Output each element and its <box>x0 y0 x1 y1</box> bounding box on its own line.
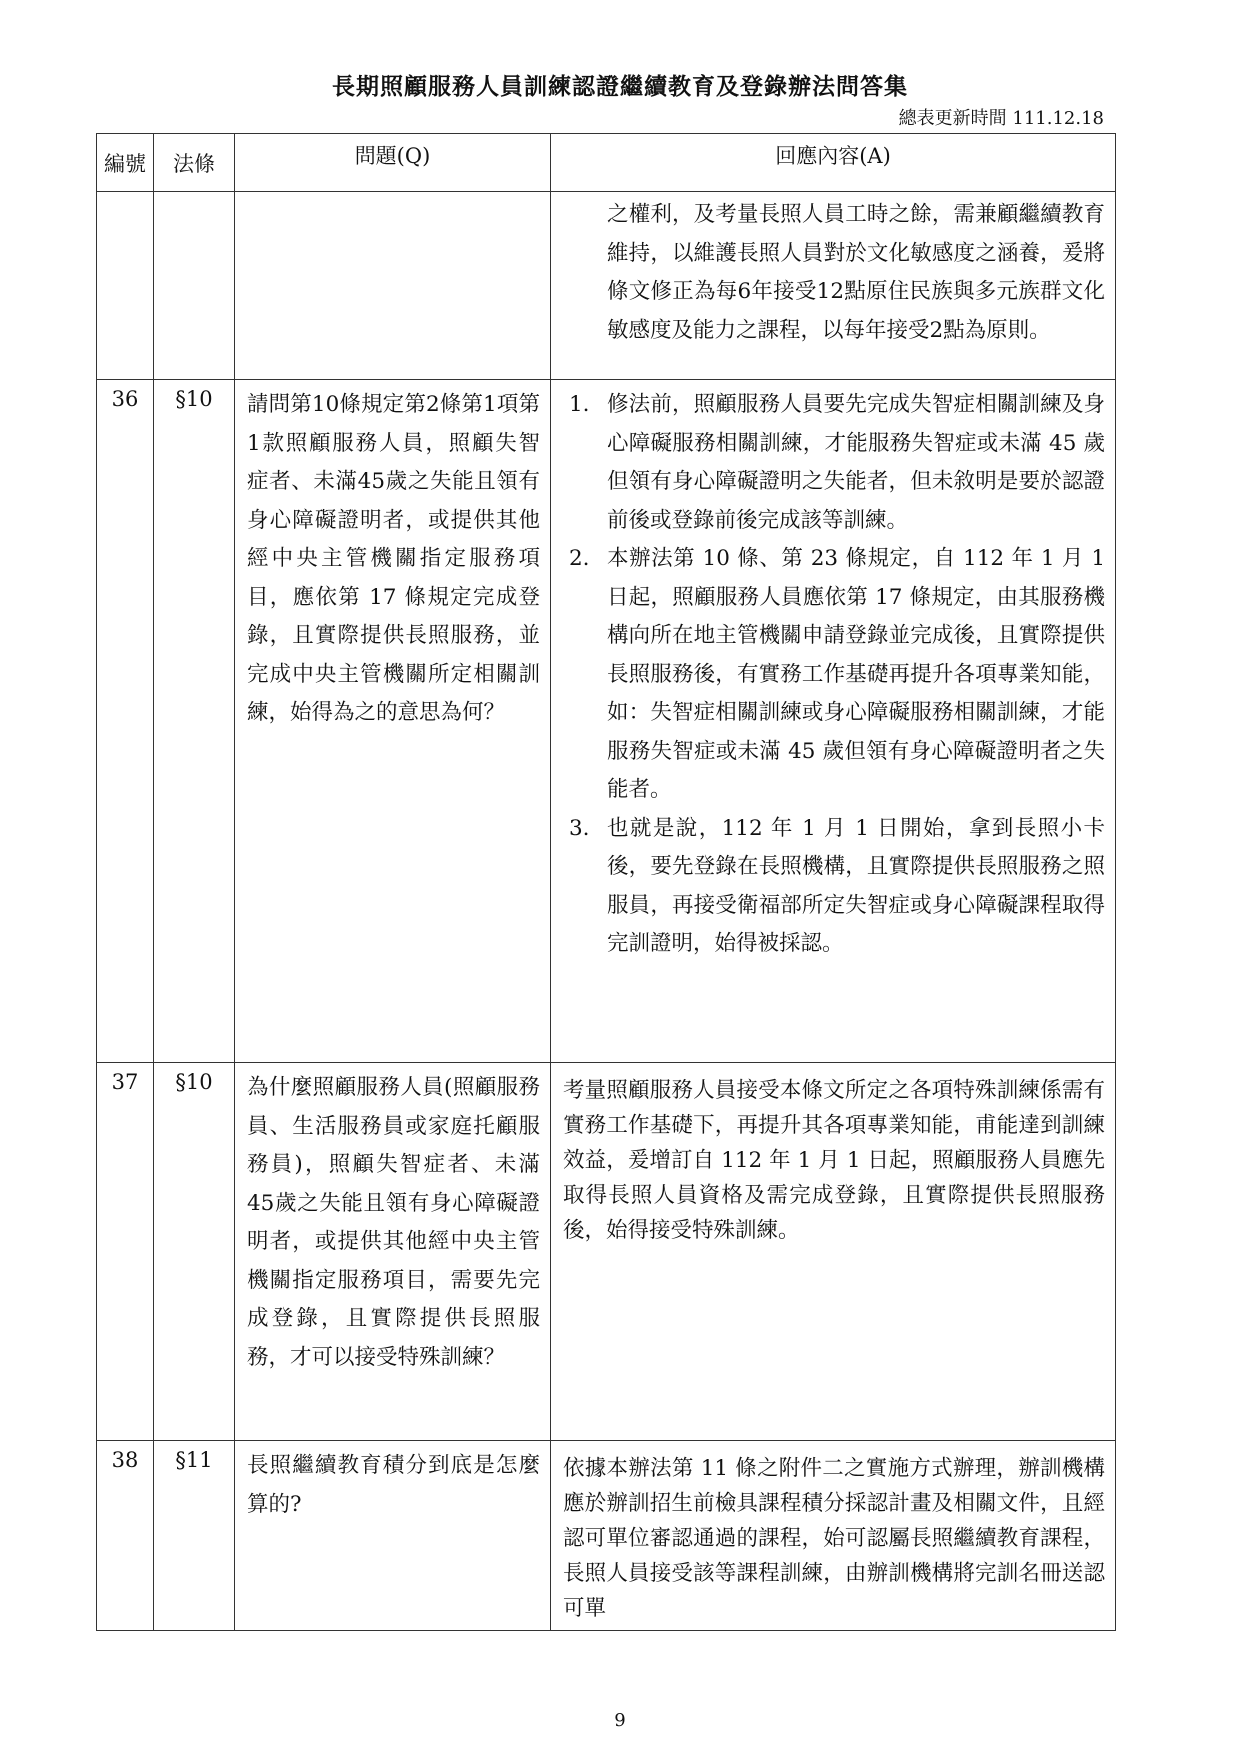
cell-question <box>235 1063 551 1441</box>
column-header-number: 編號 <box>97 134 154 192</box>
answer-text: 之權利，及考量長照人員工時之餘，需兼顧繼續教育維持，以維護長照人員對於文化敏感度之涵養，爰將條文修正為每6年接受12點原住民族與多元族群文化敏感度及能力之課程，以每年接受2點為原則。 <box>607 202 1105 343</box>
answer-item-text: 修法前，照顧服務人員要先完成失智症相關訓練及身心障礙服務相關訓練，才能服務失智症或未滿 45 歲但領有身心障礙證明之失能者，但未敘明是要於認證前後或登錄前後完成該等訓練。 <box>607 392 1105 533</box>
list-marker: 2. <box>569 546 590 571</box>
column-header-answer: 回應內容(A) <box>551 134 1116 192</box>
cell-article <box>154 192 235 380</box>
cell-answer <box>551 1441 1116 1631</box>
cell-number: 38 <box>97 1441 154 1631</box>
answer-list <box>563 386 1105 964</box>
cell-number: 37 <box>97 1063 154 1441</box>
cell-answer <box>551 1063 1116 1441</box>
cell-answer <box>551 380 1116 1063</box>
cell-number <box>97 192 154 380</box>
question-text: 長照繼續教育積分到底是怎麼算的? <box>247 1453 540 1517</box>
answer-item-text: 也就是說，112 年 1 月 1 日開始，拿到長照小卡後，要先登錄在長照機構，且實際提供長照服務之照服員，再接受衛福部所定失智症或身心障礙課程取得完訓證明，始得被採認。 <box>607 815 1105 956</box>
table-header-row <box>97 134 1116 192</box>
cell-question <box>235 192 551 380</box>
cell-question <box>235 380 551 1063</box>
answer-text: 依據本辦法第 11 條之附件二之實施方式辦理，辦訓機構應於辦訓招生前檢具課程積分採認計畫及相關文件，且經認可單位審認通過的課程，始可認屬長照繼續教育課程，長照人員接受該等課程訓練，由辦訓機構將完訓名冊送認可單 <box>563 1456 1105 1621</box>
table-row <box>97 1063 1116 1441</box>
faq-table <box>96 133 1116 1631</box>
update-timestamp: 總表更新時間 111.12.18 <box>898 108 1104 129</box>
list-item <box>569 540 1105 810</box>
cell-article: §10 <box>154 380 235 1063</box>
answer-item-text: 本辦法第 10 條、第 23 條規定，自 112 年 1 月 1 日起，照顧服務人員應依第 17 條規定，由其服務機構向所在地主管機關申請登錄並完成後，且實際提供長照服務後，有實務工作基礎再提升各項專業知能，如：失智症相關訓練或身心障礙服務相關訓練，才能服務失智症或未滿 45 歲但領有身心障礙證明者之失能者。 <box>607 546 1105 802</box>
list-item <box>569 810 1105 964</box>
cell-question <box>235 1441 551 1631</box>
cell-article: §10 <box>154 1063 235 1441</box>
table-row <box>97 1441 1116 1631</box>
question-text: 為什麼照顧服務人員(照顧服務員、生活服務員或家庭托顧服務員)，照顧失智症者、未滿45歲之失能且領有身心障礙證明者，或提供其他經中央主管機關指定服務項目，需要先完成登錄，且實際提供長照服務，才可以接受特殊訓練？ <box>247 1075 540 1370</box>
answer-text: 考量照顧服務人員接受本條文所定之各項特殊訓練係需有實務工作基礎下，再提升其各項專業知能，甫能達到訓練效益，爰增訂自 112 年 1 月 1 日起，照顧服務人員應先取得長照人員資格及需完成登錄，且實際提供長照服務後，始得接受特殊訓練。 <box>563 1078 1105 1243</box>
question-text: 請問第10條規定第2條第1項第1款照顧服務人員，照顧失智症者、未滿45歲之失能且領有身心障礙證明者，或提供其他經中央主管機關指定服務項目，應依第 17 條規定完成登錄，且實際提供長照服務，並完成中央主管機關所定相關訓練，始得為之的意思為何？ <box>247 392 540 725</box>
table-row-continuation <box>97 192 1116 380</box>
table-row <box>97 380 1116 1063</box>
cell-answer <box>551 192 1116 380</box>
column-header-question: 問題(Q) <box>235 134 551 192</box>
page-number: 9 <box>614 1710 626 1731</box>
list-item <box>569 386 1105 540</box>
document-title: 長期照顧服務人員訓練認證繼續教育及登錄辦法問答集 <box>332 73 908 100</box>
cell-article: §11 <box>154 1441 235 1631</box>
column-header-article: 法條 <box>154 134 235 192</box>
list-marker: 1. <box>569 392 590 417</box>
cell-number: 36 <box>97 380 154 1063</box>
list-marker: 3. <box>569 815 590 841</box>
